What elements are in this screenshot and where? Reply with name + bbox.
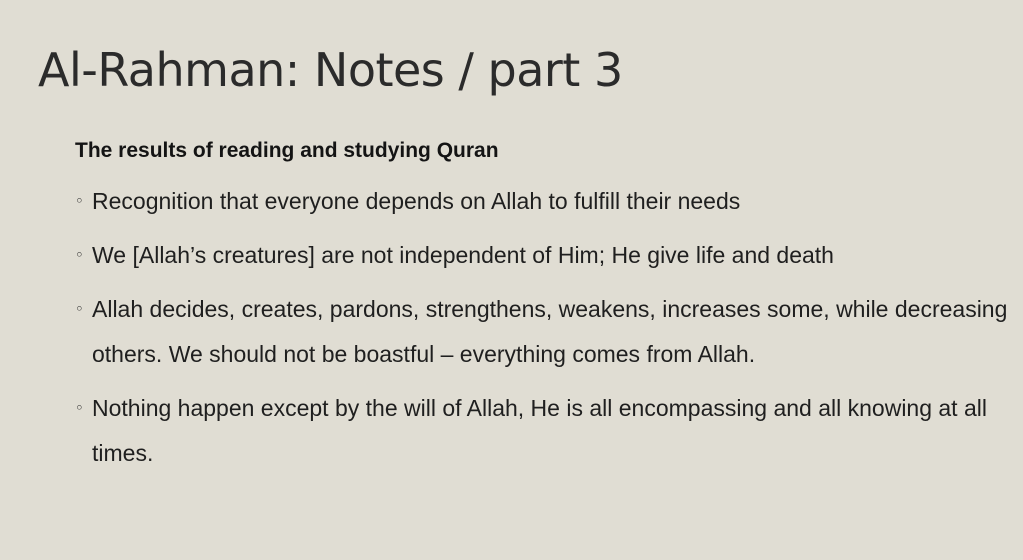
bullet-marker-icon: ◦ (75, 192, 84, 210)
slide-subheading: The results of reading and studying Quran (75, 139, 499, 162)
bullet-item (75, 287, 1010, 377)
bullet-text: We [Allah’s creatures] are not independent of Him; He give life and death (92, 242, 834, 268)
bullet-text: Nothing happen except by the will of Allah, He is all encompassing and all knowing at all times. (92, 395, 987, 466)
bullet-text: Recognition that everyone depends on Allah to fulfill their needs (92, 188, 741, 214)
bullet-item (75, 386, 1010, 476)
bullet-list (75, 179, 1010, 476)
slide-title: Al-Rahman: Notes / part 3 (38, 43, 623, 97)
bullet-item (75, 179, 1010, 224)
bullet-marker-icon: ◦ (75, 246, 84, 264)
bullet-marker-icon: ◦ (75, 300, 84, 318)
bullet-text: Allah decides, creates, pardons, strengthens, weakens, increases some, while decreasing others. We should not be boastful – everything comes from Allah. (92, 296, 1008, 367)
bullet-item (75, 233, 1010, 278)
bullet-marker-icon: ◦ (75, 399, 84, 417)
slide-content (75, 136, 1010, 485)
